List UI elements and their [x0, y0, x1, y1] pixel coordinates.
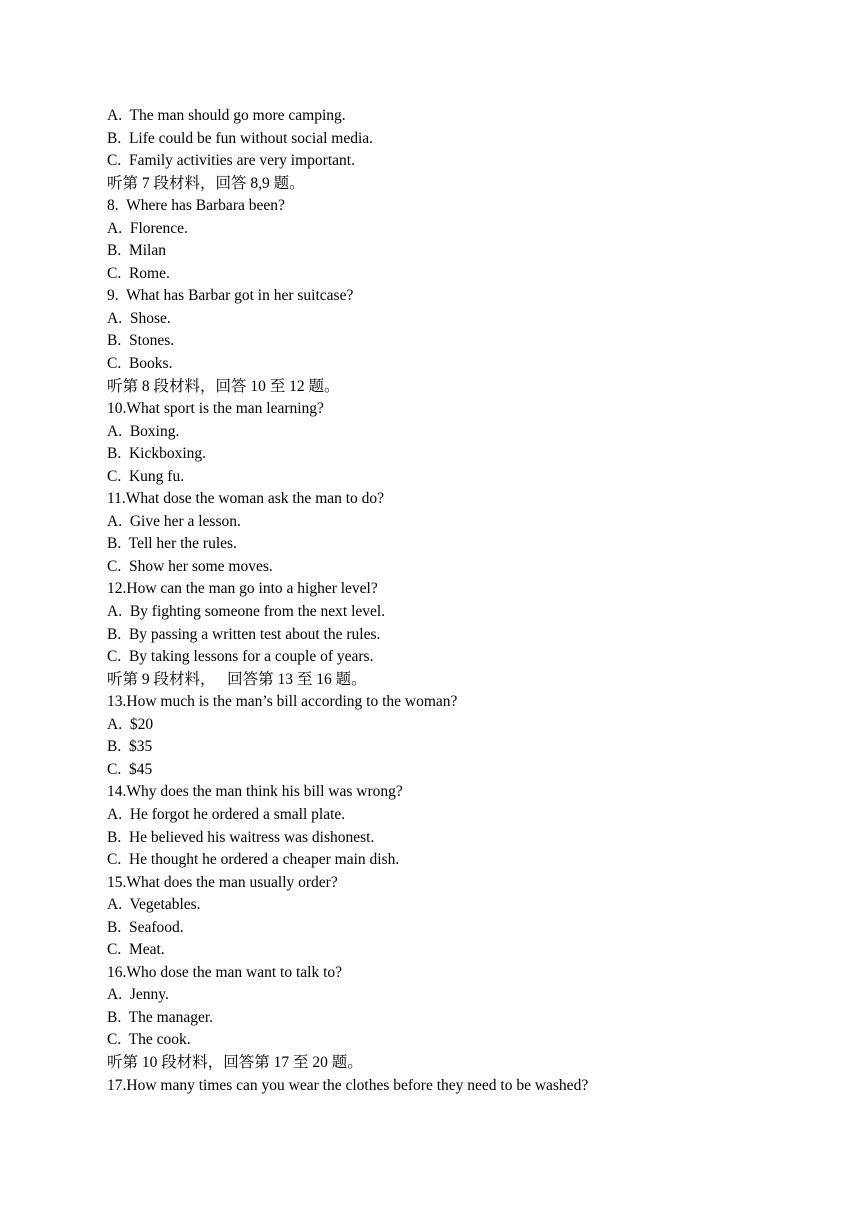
option-line: B. Kickboxing. — [107, 445, 207, 463]
option-line: B. Life could be fun without social media. — [107, 129, 374, 147]
option-line: B. Stones. — [107, 332, 175, 350]
option-line: B. The manager. — [107, 1008, 214, 1026]
option-line: B. He believed his waitress was dishonest. — [107, 828, 375, 846]
option-line: C. The cook. — [107, 1031, 191, 1049]
option-line: A. Jenny. — [107, 986, 169, 1004]
section-instruction: 听第 7 段材料，回答 8,9 题。 — [107, 174, 305, 192]
option-line: A. Give her a lesson. — [107, 512, 241, 530]
option-line: C. He thought he ordered a cheaper main dish. — [107, 851, 400, 869]
option-line: B. Tell her the rules. — [107, 535, 237, 553]
option-line: C. Family activities are very important. — [107, 152, 355, 170]
question-line: 12.How can the man go into a higher level? — [107, 580, 378, 598]
option-line: B. By passing a written test about the rules. — [107, 625, 381, 643]
option-line: B. $35 — [107, 738, 153, 756]
option-line: C. $45 — [107, 760, 153, 778]
option-line: A. The man should go more camping. — [107, 107, 346, 124]
question-line: 10.What sport is the man learning? — [107, 400, 324, 418]
document-page — [107, 105, 827, 1097]
option-line: C. Meat. — [107, 941, 165, 959]
question-line: 8. Where has Barbara been? — [107, 197, 285, 215]
option-line: A. Boxing. — [107, 422, 180, 440]
question-line: 17.How many times can you wear the clothes before they need to be washed? — [107, 1076, 589, 1094]
question-line: 13.How much is the man’s bill according to the woman? — [107, 693, 458, 711]
option-line: C. Books. — [107, 355, 173, 373]
section-instruction: 听第 8 段材料，回答 10 至 12 题。 — [107, 377, 340, 395]
question-line: 14.Why does the man think his bill was wrong? — [107, 783, 403, 801]
question-line: 9. What has Barbar got in her suitcase? — [107, 287, 354, 305]
option-line: A. Florence. — [107, 219, 188, 237]
option-line: C. Rome. — [107, 264, 170, 282]
section-instruction: 听第 9 段材料， 回答第 13 至 16 题。 — [107, 670, 367, 688]
option-line: A. Shose. — [107, 309, 171, 327]
option-line: A. He forgot he ordered a small plate. — [107, 805, 346, 823]
option-line: C. Show her some moves. — [107, 557, 273, 575]
option-line: C. Kung fu. — [107, 467, 185, 485]
option-line: B. Milan — [107, 242, 166, 260]
option-line: B. Seafood. — [107, 918, 184, 936]
option-line: C. By taking lessons for a couple of years. — [107, 648, 374, 666]
option-line: A. $20 — [107, 715, 154, 733]
question-line: 11.What dose the woman ask the man to do? — [107, 490, 385, 508]
section-instruction: 听第 10 段材料，回答第 17 至 20 题。 — [107, 1053, 363, 1071]
question-line: 15.What does the man usually order? — [107, 873, 338, 891]
option-line: A. Vegetables. — [107, 896, 201, 914]
question-line: 16.Who dose the man want to talk to? — [107, 963, 343, 981]
option-line: A. By fighting someone from the next level. — [107, 603, 386, 621]
